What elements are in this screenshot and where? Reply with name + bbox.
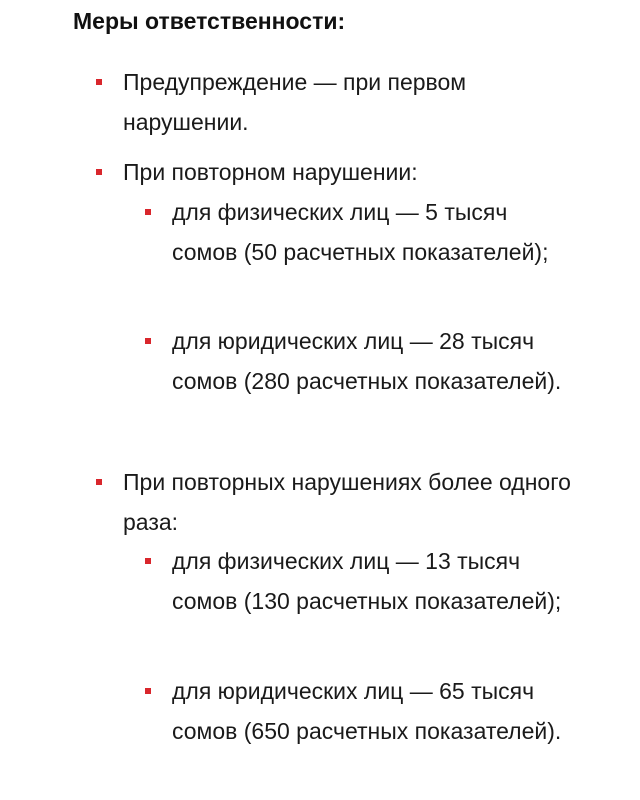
list-item-text: для физических лиц — 5 тысяч сомов (50 расчетных показателей);: [172, 199, 549, 265]
sublist-item-legal-entities: [172, 321, 577, 401]
list-item-text: Предупреждение — при первом нарушении.: [123, 69, 467, 135]
square-bullet-icon: [145, 688, 151, 694]
square-bullet-icon: [145, 558, 151, 564]
list-item-text: При повторных нарушениях более одного раза:: [123, 469, 571, 535]
square-bullet-icon: [96, 79, 102, 85]
sublist-item-individuals: [172, 192, 577, 272]
list-item-text: При повторном нарушении:: [123, 159, 418, 185]
section-heading: Меры ответственности:: [73, 8, 346, 34]
list-item-text: для физических лиц — 13 тысяч сомов (130 расчетных показателей);: [172, 548, 562, 614]
square-bullet-icon: [145, 338, 151, 344]
list-item-multiple-violations: [123, 462, 583, 542]
square-bullet-icon: [145, 209, 151, 215]
list-item-warning: [123, 62, 583, 142]
sublist-item-legal-entities: [172, 671, 577, 751]
square-bullet-icon: [96, 479, 102, 485]
sublist-item-individuals: [172, 541, 577, 621]
list-item-text: для юридических лиц — 28 тысяч сомов (280 расчетных показателей).: [172, 328, 562, 394]
list-item-repeat-violation: [123, 152, 583, 192]
square-bullet-icon: [96, 169, 102, 175]
list-item-text: для юридических лиц — 65 тысяч сомов (650 расчетных показателей).: [172, 678, 562, 744]
